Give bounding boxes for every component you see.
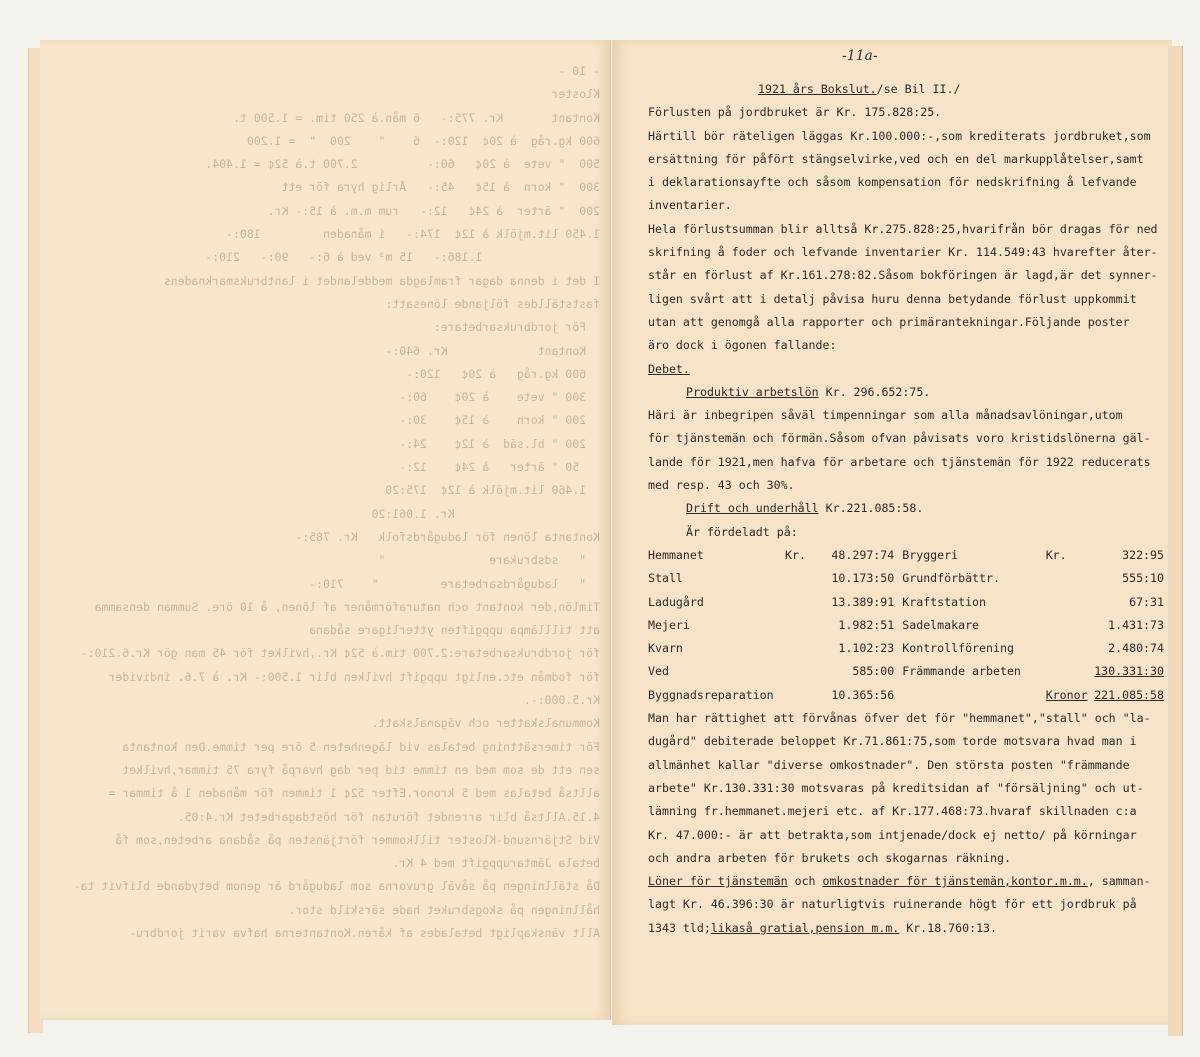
dist-right-prefix: Kr.	[1045, 547, 1067, 562]
closing-line: dugård" debiterade beloppet Kr.71.861:75,som torde motsvara hvad man i	[648, 734, 1137, 749]
final-line: lagt Kr. 46.396:30 är naturligtvis ruinerande högt för ett jordbruk på	[648, 897, 1137, 912]
loner-mid: och	[787, 874, 823, 889]
dist-right-prefix	[1046, 660, 1094, 683]
ghost-line: alltså betalas med 5 kronor.Efter 52¢ 1 timmen för månaden 1 å timmar =	[108, 786, 600, 801]
ghost-line: 600 kg.råg à 20¢ 120:-	[406, 366, 600, 381]
ghost-line: För timersättning betalas vid lägenheten 5 öre per timme.Den kontanta	[122, 739, 600, 754]
ghost-line: 200 " korn à 15¢ 30:-	[399, 413, 600, 428]
ghost-line: 200 " ärter à 24¢ 12:- rum m.m. à 15:- Kr.	[267, 203, 600, 218]
ghost-line: Kontanta lönen för ladugårdsfolk Kr. 785:-	[295, 529, 600, 544]
distribution-row	[648, 660, 1164, 683]
drift-label: Drift och underhåll	[686, 501, 819, 516]
ghost-line: 200 " bl.säd à 12¢ 24:-	[399, 436, 600, 451]
fordelat-label: Är fördeladt på:	[686, 524, 798, 539]
dist-left-value: 13.389:91	[831, 594, 895, 609]
dist-right-value: 221.085:58	[1094, 687, 1164, 702]
ghost-line: betala Jämtaruppgift med 4 Kr.	[392, 856, 600, 871]
ghost-line: att tilllämpa uppgiften ytterligare sådana	[309, 623, 600, 638]
ghost-line: hållningen på skogsbruket hade särskild stor.	[288, 902, 600, 917]
dist-left-value: 1.982:51	[838, 617, 895, 632]
final-line: 1343 tld;likaså gratial,pension m.m. Kr.18.760:13.	[648, 920, 998, 935]
closing-line: allmänhet kallar "diverse omkostnader". Den största posten "främmande	[648, 757, 1130, 772]
dist-right-prefix	[1046, 567, 1094, 590]
ghost-line: sen ett de som med en timme tid per dag hvarpå fyra 75 timmar,hvilket	[122, 762, 600, 777]
intro-line: Hela förlustsumman blir alltså Kr.275.828:25,hvarifrån bör dragas för ned	[648, 221, 1158, 236]
dist-right-name: Grundförbättr.	[902, 571, 1000, 586]
ghost-line: Kontant Kr. 640:-	[385, 343, 600, 358]
intro-line: utan att genomgå alla rapporter och primärantekningar.Följande poster	[648, 314, 1130, 329]
produktiv-heading	[648, 381, 1164, 404]
drift-heading	[648, 497, 1164, 520]
produktiv-line: lande för 1921,men hafva för arbetare och tjänstemän för 1922 reducerats	[648, 454, 1151, 469]
dist-right-prefix	[1046, 591, 1094, 614]
title-reference: /se Bil II./	[876, 82, 961, 96]
dist-left-name: Stall	[648, 571, 683, 586]
ghost-line: 1.460 lit.mjölk à 12¢ 175:20	[385, 483, 600, 498]
intro-line: inventarier.	[648, 198, 732, 213]
intro-line: i deklarationsayfte och såsom kompensation för nedskrifning å lefvande	[648, 175, 1137, 190]
ghost-line: För jordbruksarbetare:	[433, 320, 600, 335]
dist-left-name: Ved	[648, 664, 669, 679]
likasa-label: likaså gratial,pension m.m.	[710, 920, 900, 935]
closing-line: Man har rättighet att förvånas öfver det för "hemmanet","stall" och "la-	[648, 711, 1151, 726]
closing-paragraph	[648, 707, 1164, 870]
dist-right-value: 1.431:73	[1108, 617, 1164, 632]
intro-line: Härtill bör räteligen läggas Kr.100.000:-,som krediterats jordbruket,som	[648, 128, 1151, 143]
intro-line: äro dock i ögonen fallande:	[648, 338, 837, 353]
loner-end: , samman-	[1087, 874, 1151, 889]
closing-line: arbete" Kr.130.331:30 motsvaras på kreditsidan af "försäljning" och ut-	[648, 780, 1144, 795]
right-page-edge	[1168, 46, 1183, 1036]
dist-left-prefix	[785, 591, 816, 614]
dist-left-name: Mejeri	[648, 617, 690, 632]
closing-line: Kr. 47.000:- är att betrakta,som intjenade/dock ej netto/ på körningar	[648, 827, 1137, 842]
final-paragraph	[648, 893, 1164, 940]
ghost-line: Timlön,der kontant och naturaförmåner af lönen, å 10 öre. Summan densamma	[94, 599, 600, 614]
ghost-line: fastställdes följande lönesatt:	[385, 296, 600, 311]
dist-left-value: 585:00	[852, 664, 895, 679]
intro-line: skrifning å foder och lefvande inventarier Kr. 114.549:43 hvarefter åter-	[648, 245, 1158, 260]
produktiv-line: Häri är inbegripen såväl timpenningar som alla månadsavlöningar,utom	[648, 408, 1123, 423]
ghost-line: Allt vänskapligt betalades af kåren.Kontanterna hafva varit jordbru-	[129, 925, 600, 940]
distribution-row	[648, 544, 1164, 567]
ghost-line: Kr. 1.061:20	[371, 506, 600, 521]
ghost-line: 4.15.Alltså blir arrendet förutan för höstdagarbetet Kr.4:05.	[177, 809, 600, 824]
loner-part1: Löner för tjänstemän	[648, 874, 788, 889]
dist-left-prefix	[785, 614, 816, 637]
dist-right-name: Sadelmakare	[902, 617, 980, 632]
dist-left-value: 48.297:74	[831, 547, 895, 562]
ghost-line: " sdsbrukare "	[378, 553, 600, 568]
dist-right-name: Bryggeri	[902, 547, 959, 562]
distribution-row	[648, 591, 1164, 614]
dist-left-prefix	[785, 660, 816, 683]
dist-right-name: Kontrollförening	[902, 641, 1014, 656]
ghost-line: 300 " vete à 20¢ 60:-	[399, 390, 600, 405]
produktiv-line: för tjänstemän och förmän.Såsom ofvan påvisats voro kristidslönerna gäl-	[648, 431, 1151, 446]
ghost-line: Kontant Kr. 775:- 6 mån.à 250 tim. = 1.500 t.	[233, 110, 600, 125]
intro-line: står en förlust af Kr.161.278:82.Såsom bokföringen är lagd,är det synner-	[648, 268, 1158, 283]
intro-paragraph	[648, 101, 1164, 357]
dist-left-prefix	[785, 684, 816, 707]
closing-line: lämning fr.hemmanet.mejeri etc. af Kr.177.468:73.hvaraf skillnaden c:a	[648, 804, 1137, 819]
drift-value: Kr.221.085:58.	[818, 501, 924, 516]
ghost-line: Kommunalskatter och väganalskatt.	[371, 716, 600, 731]
dist-right-value: 2.480:74	[1108, 641, 1164, 656]
ghost-line: " ladugårdsarbetare " 710:-	[309, 576, 600, 591]
produktiv-value: Kr. 296.652:75.	[818, 384, 931, 399]
dist-left-prefix	[785, 637, 816, 660]
dist-right-value: 322:95	[1122, 547, 1164, 562]
distribution-table	[648, 544, 1164, 707]
ghost-line: Kloster	[551, 87, 600, 102]
dist-right-value: 555:10	[1122, 571, 1164, 586]
left-page-bleedthrough-text	[60, 60, 600, 945]
produktiv-label: Produktiv arbetslön	[686, 384, 819, 399]
distribution-row	[648, 567, 1164, 590]
intro-line: ligen svårt att i detalj påvisa huru denna betydande förlust uppkommit	[648, 291, 1137, 306]
dist-left-value: 10.365:56	[831, 687, 895, 702]
dist-right-prefix	[1046, 637, 1094, 660]
dist-right-prefix	[1046, 614, 1094, 637]
ghost-line: för jordbruksarbetare:2.700 tim.à 52¢ Kr.,hvilket för 45 man gör Kr.6.210:-	[80, 646, 600, 661]
ghost-line: Då ställningen på såväl gruvorna som ladugård är genom betydande blifvit ta-	[73, 879, 600, 894]
debet-label: Debet.	[648, 361, 690, 376]
intro-line: Förlusten på jordbruket är Kr. 175.828:25.	[648, 105, 942, 120]
dist-left-value: 10.173:50	[831, 571, 895, 586]
ghost-line: 600 kg.råg à 20¢ 120:- 6 " 200 " = 1.200	[246, 133, 600, 148]
likasa-value: Kr.18.760:13.	[899, 920, 998, 935]
debet-heading	[648, 358, 1164, 381]
dist-left-value: 1.102:23	[838, 641, 895, 656]
dist-left-name: Kvarn	[648, 641, 683, 656]
distribution-row	[648, 614, 1164, 637]
dist-right-name: Kraftstation	[902, 594, 987, 609]
dist-right-value: 130.331:30	[1094, 664, 1164, 679]
distribution-row	[648, 637, 1164, 660]
produktiv-line: med resp. 43 och 30%.	[648, 478, 795, 493]
dist-left-name: Ladugård	[648, 594, 704, 609]
title-text: 1921 års Bokslut.	[758, 82, 877, 96]
right-page-text	[648, 78, 1164, 940]
produktiv-paragraph	[648, 404, 1164, 497]
loner-part2: omkostnader för tjänstemän,kontor.m.m.	[822, 874, 1088, 889]
ghost-line: 300 " korn à 15¢ 45:- Årlig hyra för ett	[281, 180, 600, 195]
ghost-line: Kr.5.000:-.	[523, 693, 600, 708]
ghost-line: för fodmån etc.enligt uppgift hvilken blir 1.500:- Kr. à 7.6. individer	[108, 669, 600, 684]
dist-right-value: 67:31	[1129, 594, 1164, 609]
document-title	[648, 78, 1164, 101]
dist-right-prefix: Kronor	[1045, 687, 1088, 702]
ghost-line: 1.186:- 15 m³ ved à 6:- 90:- 210:-	[205, 250, 600, 265]
dist-left-name: Byggnadsreparation	[648, 687, 774, 702]
intro-line: ersättning för påfört stängselvirke,ved och en del markupplåtelser,samt	[648, 151, 1144, 166]
distribution-row	[648, 684, 1164, 707]
dist-left-prefix	[785, 567, 816, 590]
dist-right-name	[894, 684, 1045, 707]
ghost-line: I det i denna dagar framlagda meddelandet i lantbruksmarknadens	[163, 273, 600, 288]
loner-line	[648, 870, 1164, 893]
handwritten-page-number: -11a-	[842, 48, 878, 64]
closing-line: och andra arbeten för brukets och skogarnas räkning.	[648, 850, 1011, 865]
dist-left-prefix: Kr.	[785, 547, 806, 562]
ghost-line: 50 " ärter à 24¢ 12:-	[399, 460, 600, 475]
dist-right-name: Främmande arbeten	[902, 664, 1021, 679]
ghost-line: - 10 -	[558, 64, 600, 78]
ghost-line: 500 " vete à 20¢ 60:- 2.700 t.à 52¢ = 1.404.	[205, 157, 600, 172]
ghost-line: Vid Stjärnsund-Kloster tillkommer förtjänsten på sådana arbeten,som få	[115, 832, 600, 847]
dist-left-name: Hemmanet	[648, 547, 704, 562]
ghost-line: 1.450 lit.mjölk à 12¢ 174:- i månaden 180:-	[226, 227, 600, 242]
